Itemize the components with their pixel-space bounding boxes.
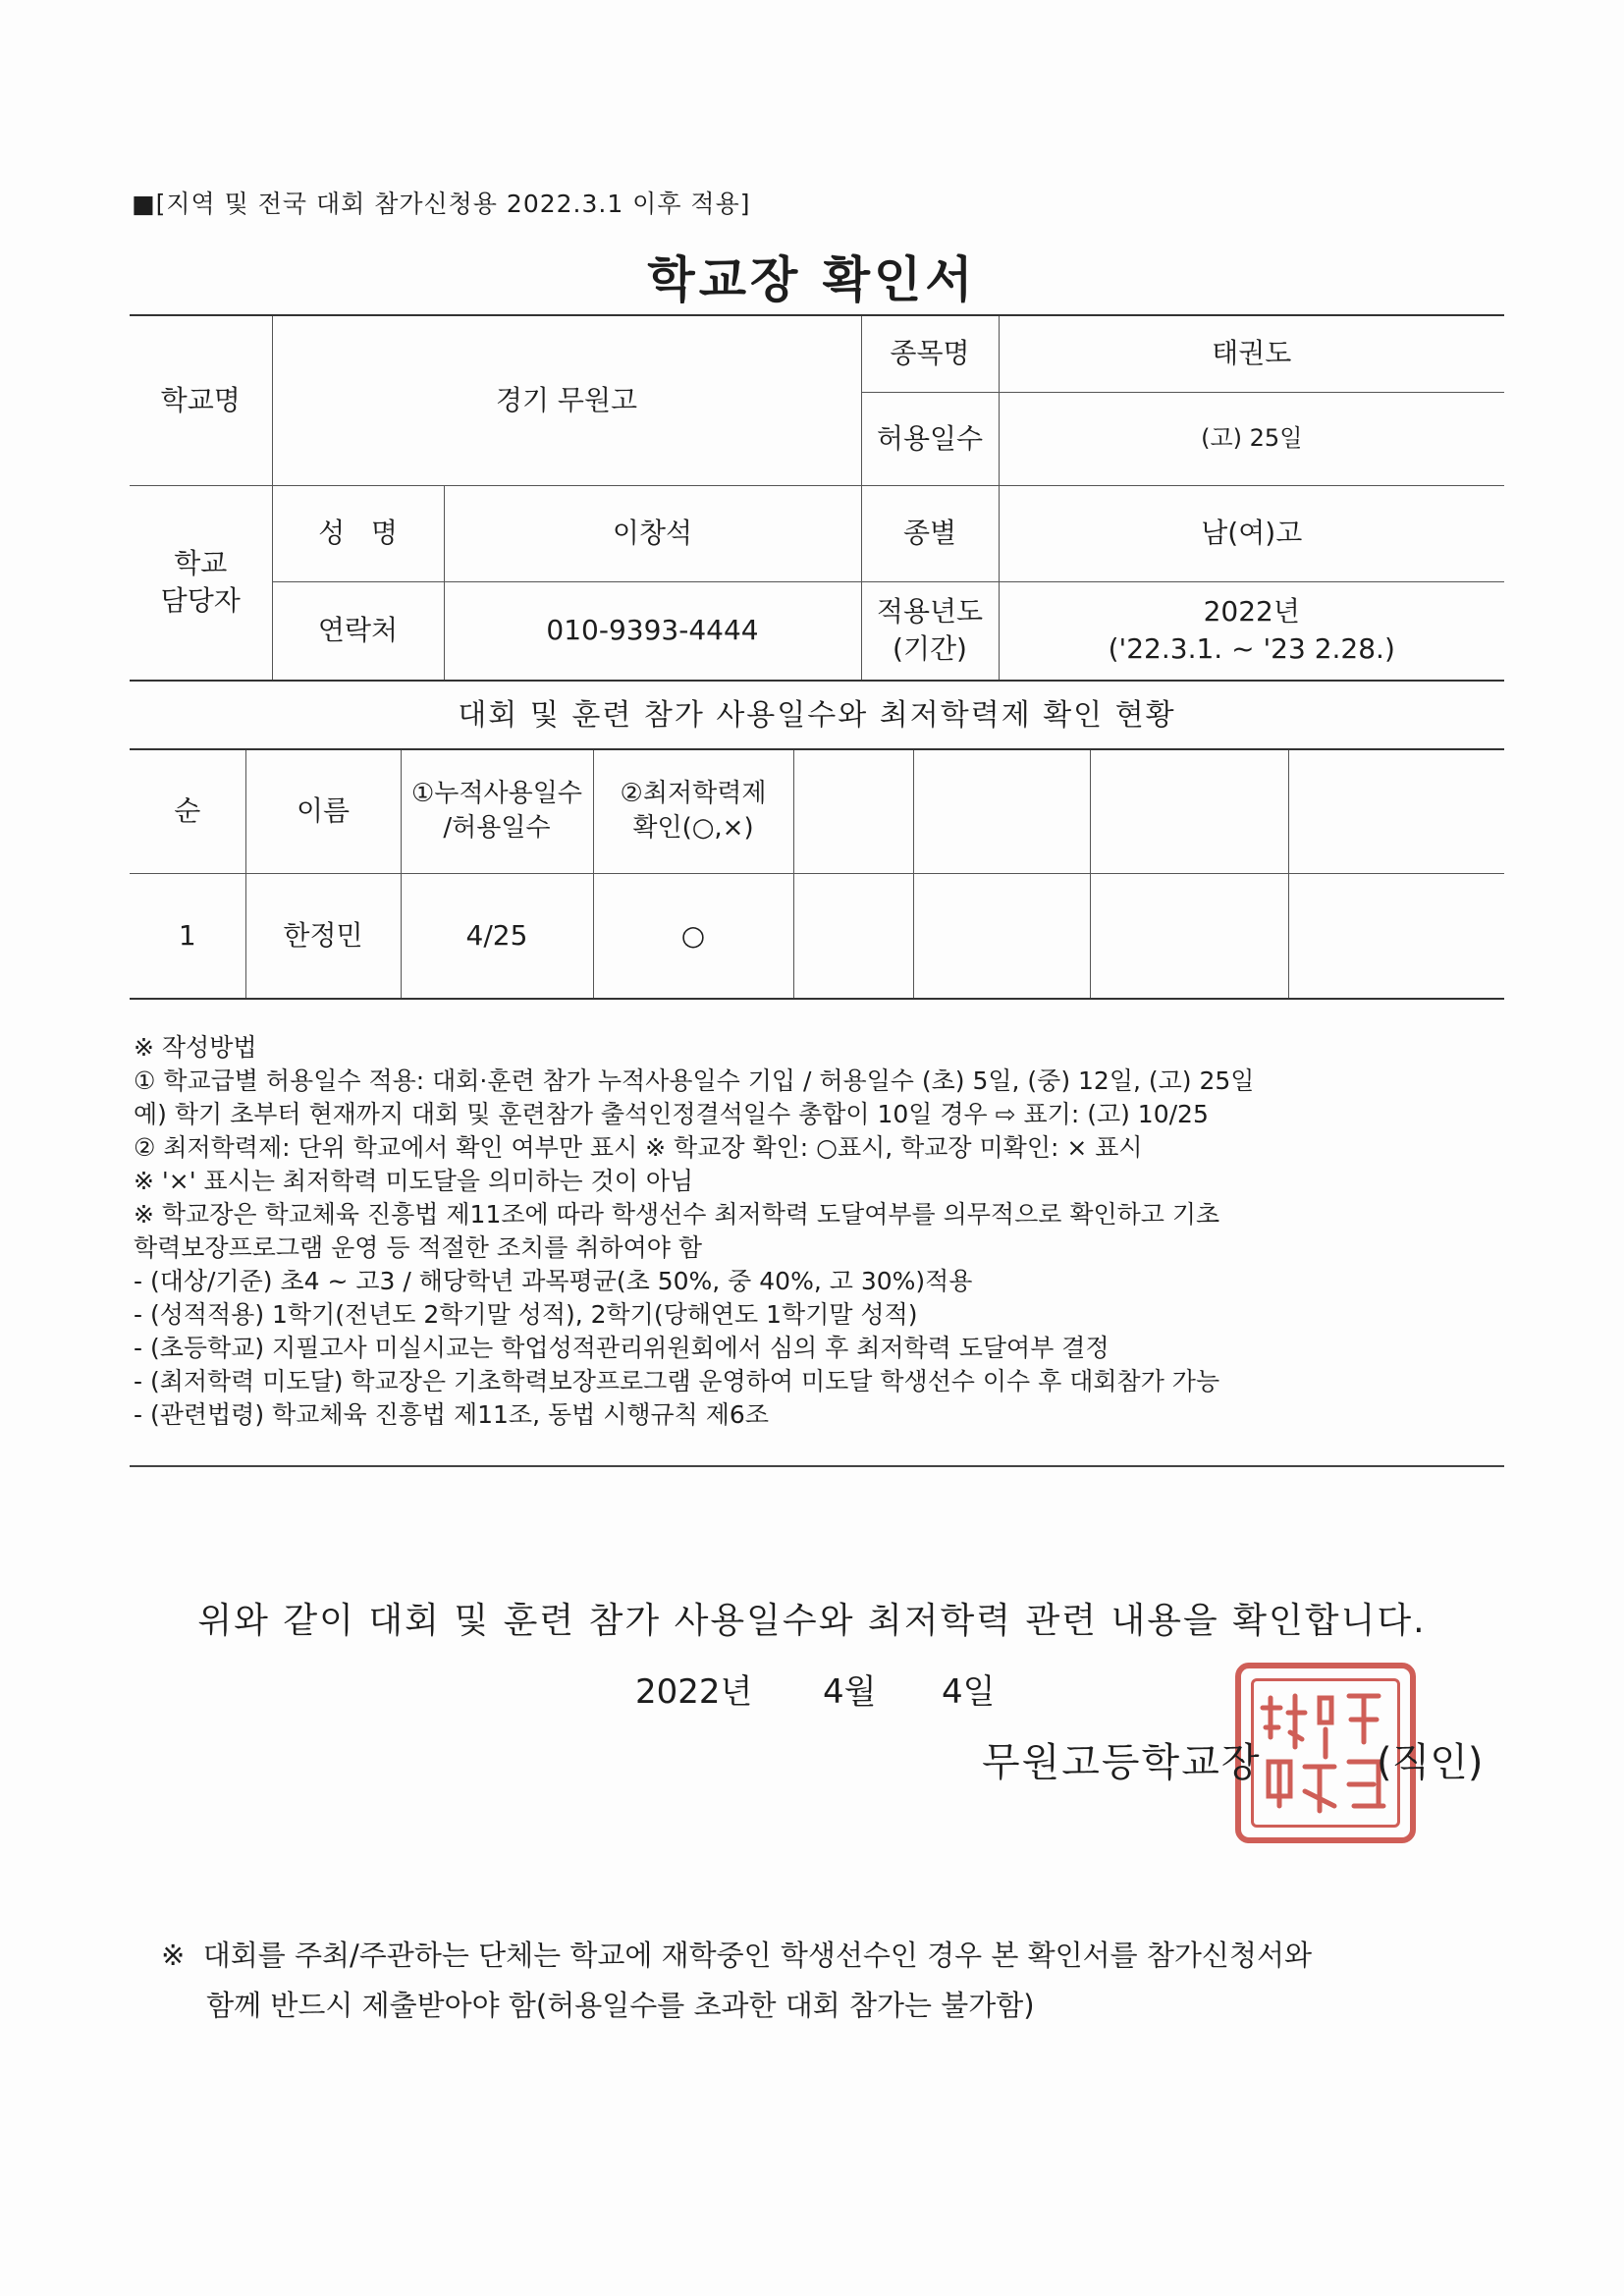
gender-label: 종별 — [861, 485, 999, 581]
document-title: 학교장 확인서 — [647, 251, 977, 308]
row-name: 한정민 — [245, 873, 401, 999]
note-line: - (최저학력 미도달) 학교장은 기초학력보장프로그램 운영하여 미도달 학생선수 이수 후 대회참가 가능 — [134, 1367, 1220, 1395]
row-no: 1 — [130, 873, 245, 999]
empty-cell — [1288, 873, 1504, 999]
principal-signature: 무원고등학교장 — [982, 1740, 1262, 1785]
empty-cell — [913, 873, 1090, 999]
note-line: ② 최저학력제: 단위 학교에서 확인 여부만 표시 ※ 학교장 확인: ○표시, 학교장 미확인: × 표시 — [134, 1133, 1143, 1162]
header-note: ■[지역 및 전국 대회 참가신청용 2022.3.1 이후 적용] — [132, 190, 751, 218]
footer-line: ※ 대회를 주최/주관하는 단체는 학교에 재학중인 학생선수인 경우 본 확인서를 참가신청서와 — [161, 1939, 1312, 1972]
empty-cell — [793, 873, 913, 999]
writing-instructions — [134, 1031, 1508, 1432]
confirmation-text: 위와 같이 대회 및 훈련 참가 사용일수와 최저학력 관련 내용을 확인합니다. — [197, 1601, 1427, 1641]
header-check: ②최저학력제 확인(○,×) — [593, 749, 793, 873]
gender-value: 남(여)고 — [999, 485, 1504, 581]
footer-note — [161, 1931, 1312, 2031]
header-days: ①누적사용일수 /허용일수 — [401, 749, 593, 873]
year-period: ('22.3.1. ~ '23 2.28.) — [1108, 632, 1395, 666]
divider — [130, 1465, 1504, 1467]
school-name-value: 경기 무원고 — [272, 315, 861, 485]
note-line: ※ 작성방법 — [134, 1033, 257, 1062]
empty-header-cell — [1288, 749, 1504, 873]
allowed-days-value: (고) 25일 — [999, 392, 1504, 485]
section-title: 대회 및 훈련 참가 사용일수와 최저학력제 확인 현황 — [458, 698, 1176, 733]
header-no: 순 — [130, 749, 245, 873]
manager-name-label: 성 명 — [272, 485, 444, 581]
row-check: ○ — [593, 873, 793, 999]
note-line: 학력보장프로그램 운영 등 적절한 조치를 취하여야 함 — [134, 1233, 702, 1262]
contact-value: 010-9393-4444 — [444, 581, 861, 681]
date-day: 4일 — [942, 1672, 996, 1712]
allowed-days-label: 허용일수 — [861, 392, 999, 485]
note-line: - (관련법령) 학교체육 진흥법 제11조, 동법 시행규칙 제6조 — [134, 1400, 769, 1429]
empty-cell — [1090, 873, 1288, 999]
year-cell — [999, 581, 1504, 681]
footer-line: 함께 반드시 제출받아야 함(허용일수를 초과한 대회 참가는 불가함) — [161, 1989, 1035, 2022]
header-name: 이름 — [245, 749, 401, 873]
date-year: 2022년 — [635, 1672, 753, 1712]
empty-header-cell — [913, 749, 1090, 873]
table-row — [130, 873, 1504, 999]
school-name-label: 학교명 — [130, 315, 272, 485]
contact-label: 연락처 — [272, 581, 444, 681]
empty-header-cell — [793, 749, 913, 873]
sport-value: 태권도 — [999, 315, 1504, 392]
note-line: - (성적적용) 1학기(전년도 2학기말 성적), 2학기(당해연도 1학기말 성적) — [134, 1300, 918, 1329]
note-line: ① 학교급별 허용일수 적용: 대회·훈련 참가 누적사용일수 기입 / 허용일수 (초) 5일, (중) 12일, (고) 25일 — [134, 1066, 1255, 1095]
note-line: 예) 학기 초부터 현재까지 대회 및 훈련참가 출석인정결석일수 총합이 10일 경우 ⇨ 표기: (고) 10/25 — [134, 1100, 1209, 1128]
note-line: ※ 학교장은 학교체육 진흥법 제11조에 따라 학생선수 최저학력 도달여부를 의무적으로 확인하고 기초 — [134, 1200, 1220, 1229]
status-table — [130, 748, 1504, 1000]
note-line: - (초등학교) 지필고사 미실시교는 학업성적관리위원회에서 심의 후 최저학력 도달여부 결정 — [134, 1334, 1110, 1362]
sport-label: 종목명 — [861, 315, 999, 392]
info-table — [130, 314, 1504, 682]
year-value: 2022년 — [1203, 595, 1300, 629]
date-month: 4월 — [823, 1672, 877, 1712]
empty-header-cell — [1090, 749, 1288, 873]
manager-name-value: 이창석 — [444, 485, 861, 581]
year-label: 적용년도 (기간) — [861, 581, 999, 681]
note-line: - (대상/기준) 초4 ~ 고3 / 해당학년 과목평균(초 50%, 중 40%, 고 30%)적용 — [134, 1267, 973, 1295]
row-days: 4/25 — [401, 873, 593, 999]
school-manager-label: 학교 담당자 — [130, 485, 272, 681]
seal-label: (직인) — [1377, 1740, 1484, 1785]
note-line: ※ '×' 표시는 최저학력 미도달을 의미하는 것이 아님 — [134, 1167, 694, 1195]
